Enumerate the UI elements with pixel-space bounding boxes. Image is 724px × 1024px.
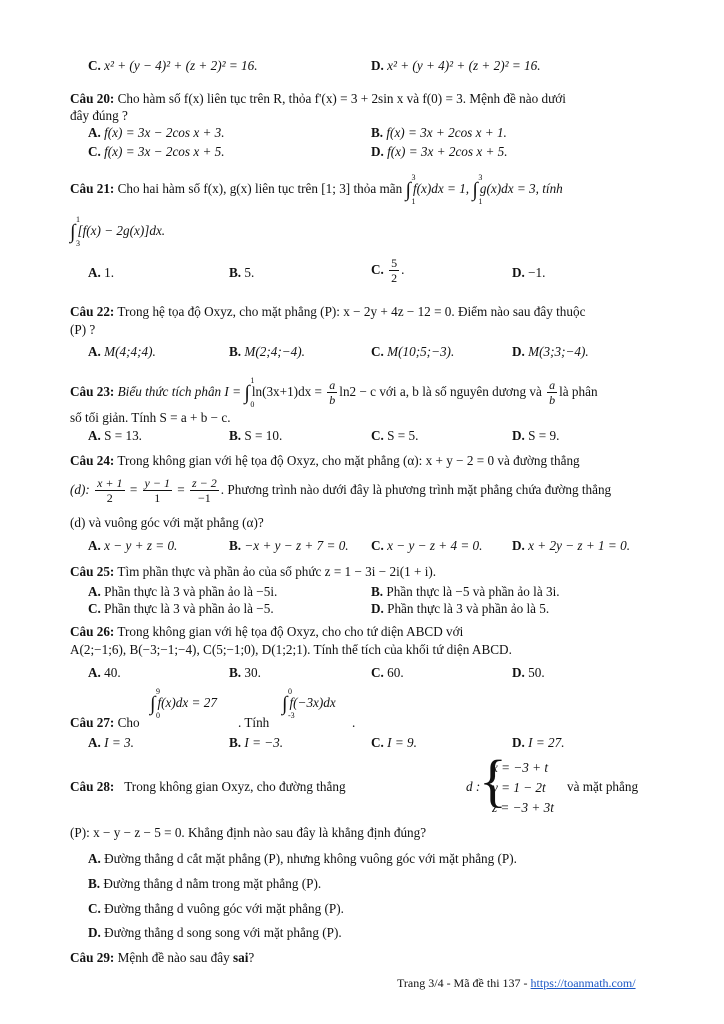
q19-option-d: D. x² + (y + 4)² + (z + 2)² = 16. bbox=[371, 58, 541, 73]
q20-option-b: B. f(x) = 3x + 2cos x + 1. bbox=[371, 125, 507, 140]
q27-option-d: D. I = 27. bbox=[512, 735, 565, 750]
q22-stem-line2: (P) ? bbox=[70, 322, 96, 337]
q27-stem: Câu 27: Cho bbox=[70, 715, 140, 730]
q24-option-c: C. x − y − z + 4 = 0. bbox=[371, 538, 483, 553]
q27-option-b: B. I = −3. bbox=[229, 735, 284, 750]
q22-option-c: C. M(10;5;−3). bbox=[371, 344, 455, 359]
q24-line-equation: (d): $\frac{x + 1}{2}$ = $\frac{y - 1}{1}$ = $\frac{z - 2}{-1}$ . Phương trình nào dưới đây là phương trình mặt phẳng chứa đường thẳng bbox=[70, 476, 612, 506]
q24-stem: Câu 24: Trong không gian với hệ tọa độ Oxyz, cho mặt phẳng (α): x + y − 2 = 0 và đường thẳng bbox=[70, 453, 580, 468]
q27-given-integral: ∫ 9 0 f(x)dx = 27 bbox=[150, 687, 217, 720]
q29-stem: Câu 29: Mệnh đề nào sau đây sai? bbox=[70, 950, 255, 965]
q22-option-a: A. M(4;4;4). bbox=[88, 344, 156, 359]
q26-stem-line2: A(2;−1;6), B(−3;−1;−4), C(5;−1;0), D(1;2;1). Tính thể tích của khối tứ diện ABCD. bbox=[70, 642, 512, 657]
footer-link[interactable]: https://toanmath.com/ bbox=[530, 976, 636, 990]
q27-option-c: C. I = 9. bbox=[371, 735, 417, 750]
q26-option-c: C. 60. bbox=[371, 665, 404, 680]
q28-option-a: A. Đường thẳng d cắt mặt phẳng (P), nhưng không vuông góc với mặt phẳng (P). bbox=[88, 851, 517, 866]
q20-title: Câu 20: bbox=[70, 91, 115, 106]
q22-stem: Câu 22: Trong hệ tọa độ Oxyz, cho mặt phẳng (P): x − 2y + 4z − 12 = 0. Điểm nào sau đây thuộc bbox=[70, 304, 586, 319]
q23-option-d: D. S = 9. bbox=[512, 428, 560, 443]
integral-sign: ∫ 1 0 bbox=[244, 375, 255, 409]
q24-option-d: D. x + 2y − z + 1 = 0. bbox=[512, 538, 631, 553]
q28-option-d: D. Đường thẳng d song song với mặt phẳng (P). bbox=[88, 925, 342, 940]
q27-dot: . bbox=[352, 715, 356, 730]
integral-sign: ∫ 0 -3 bbox=[282, 687, 295, 720]
q24-stem-line3: (d) và vuông góc với mặt phẳng (α)? bbox=[70, 515, 264, 530]
q28-stem-line2: (P): x − y − z − 5 = 0. Khẳng định nào sau đây là khẳng định đúng? bbox=[70, 825, 427, 840]
q19-option-c: C. x² + (y − 4)² + (z + 2)² = 16. bbox=[88, 58, 258, 73]
q25-option-d: D. Phần thực là 3 và phần ảo là 5. bbox=[371, 601, 550, 616]
q28-sys-x: x = −3 + t bbox=[492, 760, 548, 775]
q23-option-b: B. S = 10. bbox=[229, 428, 283, 443]
q28-sys-y: y = 1 − 2t bbox=[492, 780, 546, 795]
q23-stem-line2: số tối giản. Tính S = a + b − c. bbox=[70, 410, 231, 425]
q26-option-a: A. 40. bbox=[88, 665, 121, 680]
q28-d-label: d : bbox=[466, 779, 481, 794]
q26-option-b: B. 30. bbox=[229, 665, 261, 680]
q24-option-b: B. −x + y − z + 7 = 0. bbox=[229, 538, 349, 553]
q25-option-b: B. Phần thực là −5 và phần ảo là 3i. bbox=[371, 584, 560, 599]
q26-stem: Câu 26: Trong không gian với hệ tọa độ Oxyz, cho cho tứ diện ABCD với bbox=[70, 624, 464, 639]
q25-stem: Câu 25: Tìm phần thực và phần ảo của số phức z = 1 − 3i − 2i(1 + i). bbox=[70, 564, 437, 579]
q21-option-b: B. 5. bbox=[229, 265, 255, 280]
q25-option-c: C. Phần thực là 3 và phần ảo là −5. bbox=[88, 601, 274, 616]
q28-va: và mặt phẳng bbox=[567, 779, 639, 794]
q27-tinh: . Tính bbox=[238, 715, 270, 730]
q27-option-a: A. I = 3. bbox=[88, 735, 134, 750]
integral-sign: ∫ 9 0 bbox=[150, 687, 160, 720]
integral-sign: ∫ 3 1 bbox=[472, 173, 483, 206]
q28-option-c: C. Đường thẳng d vuông góc với mặt phẳng (P). bbox=[88, 901, 344, 916]
q20-stem-line2: đây đúng ? bbox=[70, 108, 128, 123]
q23-option-a: A. S = 13. bbox=[88, 428, 142, 443]
q28-stem: Câu 28: Trong không gian Oxyz, cho đường thẳng bbox=[70, 779, 346, 794]
q21-stem-line2: ∫ 1 3 [f(x) − 2g(x)]dx. bbox=[70, 215, 166, 248]
q22-option-d: D. M(3;3;−4). bbox=[512, 344, 589, 359]
q24-option-a: A. x − y + z = 0. bbox=[88, 538, 178, 553]
q21-option-a: A. 1. bbox=[88, 265, 115, 280]
q25-option-a: A. Phần thực là 3 và phần ảo là −5i. bbox=[88, 584, 278, 599]
system-brace: { bbox=[479, 748, 507, 813]
q20-option-a: A. f(x) = 3x − 2cos x + 3. bbox=[88, 125, 225, 140]
q22-option-b: B. M(2;4;−4). bbox=[229, 344, 305, 359]
q26-option-d: D. 50. bbox=[512, 665, 545, 680]
q20-option-d: D. f(x) = 3x + 2cos x + 5. bbox=[371, 144, 508, 159]
q21-option-c: C. $\frac{5}{2}$ . bbox=[371, 256, 405, 286]
q23-option-c: C. S = 5. bbox=[371, 428, 419, 443]
q21-stem: Câu 21: Cho hai hàm số f(x), g(x) liên tục trên [1; 3] thỏa mãn ∫ 3 1 f(x)dx = 1, ∫ 3 1 g(x)dx = 3, tính bbox=[70, 173, 563, 206]
q21-option-d: D. −1. bbox=[512, 265, 546, 280]
q28-option-b: B. Đường thẳng d nằm trong mặt phẳng (P). bbox=[88, 876, 322, 891]
q27-target-integral: ∫ 0 -3 f(−3x)dx bbox=[282, 687, 336, 720]
page-footer: Trang 3/4 - Mã đề thi 137 - https://toanmath.com/ bbox=[397, 976, 636, 990]
q20-option-c: C. f(x) = 3x − 2cos x + 5. bbox=[88, 144, 225, 159]
integral-sign: ∫ 1 3 bbox=[70, 215, 80, 248]
q20-stem: Câu 20: Cho hàm số f(x) liên tục trên R, thỏa f'(x) = 3 + 2sin x và f(0) = 3. Mệnh đề nào dưới bbox=[70, 91, 566, 106]
q28-sys-z: z = −3 + 3t bbox=[492, 800, 554, 815]
integral-sign: ∫ 3 1 bbox=[405, 173, 416, 206]
q23-stem: Câu 23: Biểu thức tích phân I = ∫ 1 0 ln(3x+1)dx = $\frac{a}{b}$ ln2 − c với a, b là số nguyên dương và $\frac{a}{b}$ là phân bbox=[70, 375, 598, 409]
